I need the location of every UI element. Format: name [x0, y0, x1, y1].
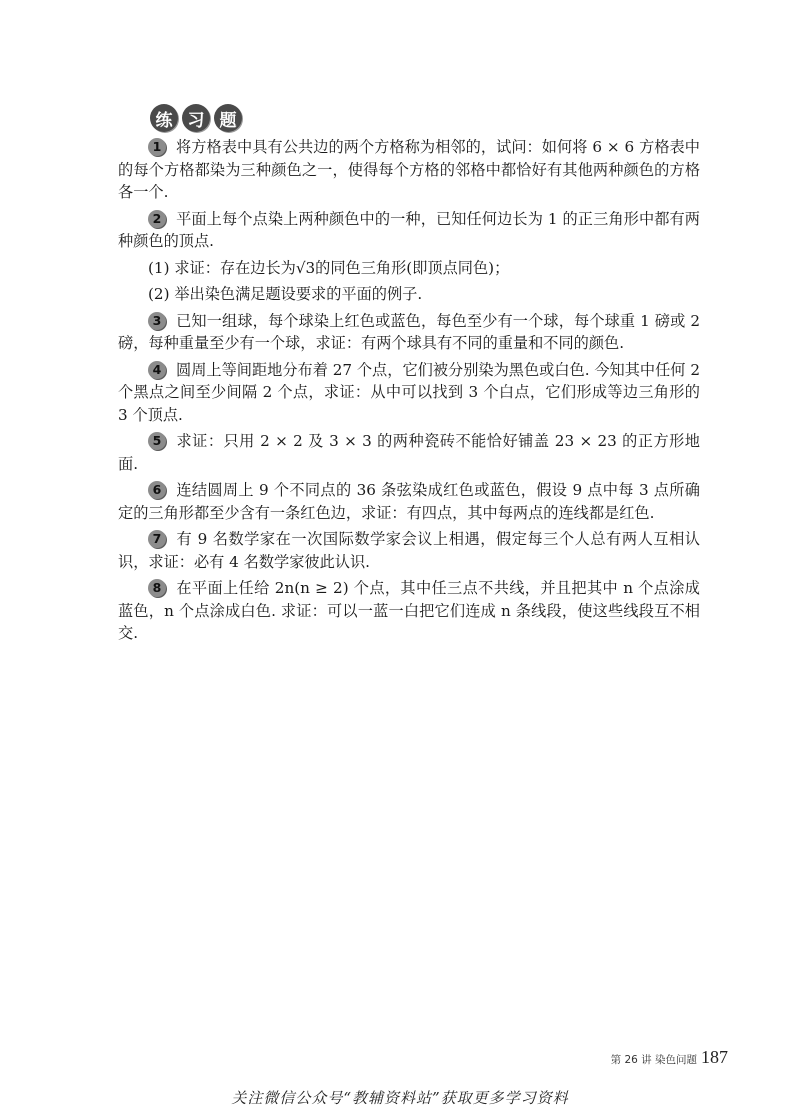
- problem-number-badge: 1: [148, 138, 166, 156]
- exercise-header: [150, 104, 242, 132]
- problem-text: 连结圆周上 9 个不同点的 36 条弦染成红色或蓝色，假设 9 点中每 3 点所确定的三角形都至少含有一条红色边，求证：有四点，其中每两点的连线都是红色.: [118, 481, 700, 522]
- page-footer: [611, 1047, 728, 1068]
- problem-number-badge: 6: [148, 481, 166, 499]
- problem-number-badge: 7: [148, 530, 166, 548]
- watermark-text: 关注微信公众号“教辅资料站”获取更多学习资料: [231, 1089, 569, 1107]
- chapter-label: 第 26 讲 染色问题: [610, 1054, 697, 1066]
- problem-number-badge: 4: [148, 361, 166, 379]
- problem-text: 求证：只用 2 × 2 及 3 × 3 的两种瓷砖不能恰好铺盖 23 × 23 的正方形地面.: [118, 432, 700, 473]
- header-char-2: 习: [182, 104, 210, 132]
- header-char-3: 题: [214, 104, 242, 132]
- problem-number-badge: 8: [148, 579, 166, 597]
- problem-3: [118, 310, 700, 355]
- problem-5: [118, 430, 700, 475]
- problem-1: [118, 136, 700, 204]
- problem-number-badge: 5: [148, 432, 166, 450]
- problem-list: [118, 136, 700, 649]
- problem-number-badge: 3: [148, 312, 166, 330]
- problem-7: [118, 528, 700, 573]
- problem-text: 在平面上任给 2n(n ≥ 2) 个点，其中任三点不共线，并且把其中 n 个点涂成蓝色，n 个点涂成白色. 求证：可以一蓝一白把它们连成 n 条线段，使这些线段互不相交.: [118, 579, 700, 642]
- problem-number-badge: 2: [148, 210, 166, 228]
- problem-2-part-1: (1) 求证：存在边长为√3的同色三角形(即顶点同色)；: [148, 258, 510, 277]
- problem-8: [118, 577, 700, 645]
- problem-text: 将方格表中具有公共边的两个方格称为相邻的，试问：如何将 6 × 6 方格表中的每个方格都染为三种颜色之一，使得每个方格的邻格中都恰好有其他两种颜色的方格各一个.: [118, 138, 700, 201]
- problem-2: [118, 208, 700, 253]
- problem-text: 已知一组球，每个球染上红色或蓝色，每色至少有一个球，每个球重 1 磅或 2 磅，每种重量至少有一个球，求证：有两个球具有不同的重量和不同的颜色.: [118, 311, 700, 352]
- problem-2-part-2: (2) 举出染色满足题设要求的平面的例子.: [148, 285, 423, 303]
- header-char-1: 练: [150, 104, 178, 132]
- problem-text: 圆周上等间距地分布着 27 个点，它们被分别染为黑色或白色. 今知其中任何 2 个黑点之间至少间隔 2 个点，求证：从中可以找到 3 个白点，它们形成等边三角形的 3 个顶点.: [118, 360, 700, 424]
- problem-4: [118, 359, 700, 427]
- problem-text: 平面上每个点染上两种颜色中的一种，已知任何边长为 1 的正三角形中都有两种颜色的顶点.: [118, 209, 700, 250]
- page-number: 187: [701, 1047, 728, 1067]
- problem-text: 有 9 名数学家在一次国际数学家会议上相遇，假定每三个人总有两人互相认识，求证：必有 4 名数学家彼此认识.: [118, 530, 700, 571]
- problem-6: [118, 479, 700, 524]
